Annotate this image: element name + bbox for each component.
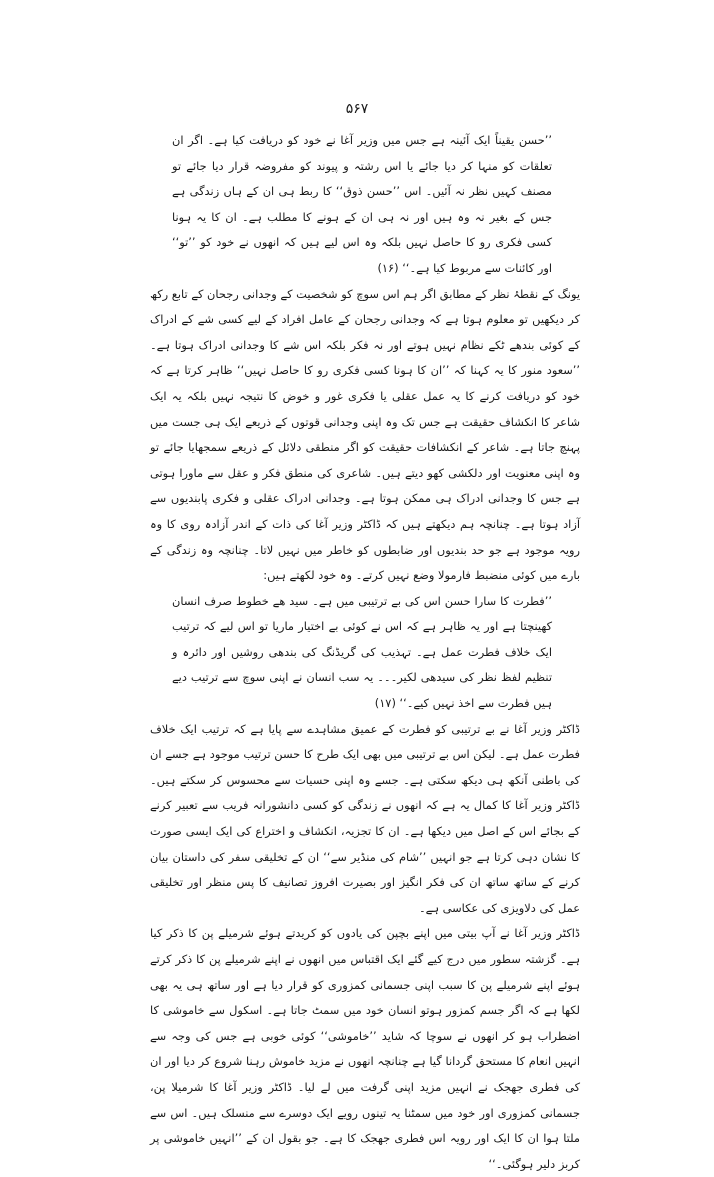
body-paragraph-3: ڈاکٹر وزیر آغا نے آپ بیتی میں اپنے بچپن کی یادوں کو کریدتے ہوئے شرمیلے پن کا ذکر کیا ہے۔ گزشتہ سطور میں درج کیے گئے ایک اقتباس میں انھوں نے اپنے شرمیلے پن کا ذکر کرتے ہوئے اپنے شرمیلے پن کا سبب اپنی جسمانی کمزوری کو قرار دیا ہے اور ساتھ ہی یہ بھی لکھا ہے کہ اگر جسم کمزور ہوتو انسان خود میں سمٹ جاتا ہے۔ اسکول سے خاموشی کا اضطراب ہو کر انھوں نے سوچا کہ شاید ’’خاموشی‘‘ کوئی خوبی ہے جس کی وجہ سے انہیں انعام کا مستحق گردانا گیا ہے چنانچہ انھوں نے مزید خاموش رہنا شروع کر دیا اور ان کی فطری جھجک نے انہیں مزید اپنی گرفت میں لے لیا۔ ڈاکٹر وزیر آغا کا شرمیلا پن، جسمانی کمزوری اور خود میں سمٹنا یہ تینوں رویے ایک دوسرے سے منسلک ہیں۔ اس سے ملتا ہوا ان کا ایک اور رویہ اس فطری جھجک کا ہے۔ جو بقول ان کے ’’انہیں خاموشی پر کربز دلیر ہوگئی۔‘‘	[150, 926, 580, 1171]
body-paragraph-1: یونگ کے نقطۂ نظر کے مطابق اگر ہم اس سوچ کو شخصیت کے وجدانی رجحان کے تابع رکھ کر دیکھیں تو معلوم ہوتا ہے کہ وجدانی رجحان کے عامل افراد کے لیے کسی شے کے ادراک کے کوئی بندھے ٹکے نظام نہیں ہوتے اور نہ فکر بلکہ اس شے کا وجدانی ادراک ہوتا ہے۔ ’’سعود منور کا یہ کہنا کہ ’’ان کا ہونا کسی فکری رو کا حاصل نہیں‘‘ ظاہر کرتا ہے کہ خود کو دریافت کرنے کا یہ عمل عقلی یا فکری غور و خوض کا نتیجہ نہیں بلکہ یہ ایک شاعر کا انکشاف حقیقت ہے جس تک وہ اپنی وجدانی قوتوں کے ذریعے ایک ہی جست میں پہنچ جاتا ہے۔ شاعر کے انکشافات حقیقت کو اگر منطقی دلائل کے ذریعے سمجھایا جائے تو وہ اپنی معنویت اور دلکشی کھو دیتے ہیں۔ شاعری کی منطق فکر و عقل سے ماورا ہوتی ہے جس کا وجدانی ادراک ہی ممکن ہوتا ہے۔ وجدانی ادراک عقلی و فکری پابندیوں سے آزاد ہوتا ہے۔ چنانچہ ہم دیکھتے ہیں کہ ڈاکٹر وزیر آغا کی ذات کے اندر آزادہ روی کا وہ رویہ موجود ہے جو حد بندیوں اور ضابطوں کو خاطر میں نہیں لاتا۔ چنانچہ وہ زندگی کے بارے میں کوئی منضبط فارمولا وضع نہیں کرتے۔ وہ خود لکھتے ہیں:	[150, 286, 580, 583]
quote-paragraph-2: ’’فطرت کا سارا حسن اس کی بے ترتیبی میں ہے۔ سید ھے خطوط صرف انسان کھینچتا ہے اور یہ ظاہر ہے کہ اس نے کوئی بے اختیار ماریا تو اس لیے کہ ترتیب ایک خلاف فطرت عمل ہے۔ تہذیب کی گریڈنگ کی بندھی روشیں اور دائرہ و تنظیم لفظ نظر کی سیدھی لکیر۔۔۔ یہ سب انسان نے اپنی سوچ سے ترتیب دیے ہیں فطرت سے اخذ نہیں کیے۔‘‘ (۱۷)	[172, 593, 552, 711]
quote-paragraph-1: ’’حسن یقیناً ایک آئینہ ہے جس میں وزیر آغا نے خود کو دریافت کیا ہے۔ اگر ان تعلقات کو منہا کر دیا جائے یا اس رشتہ و پیوند کو مفروضہ قرار دیا جائے تو مصنف کہیں نظر نہ آئیں۔ اس ’’حسن ذوق‘‘ کا ربط ہی ان کے ہاں زندگی ہے جس کے بغیر نہ وہ ہیں اور نہ ہی ان کے ہونے کا مطلب ہے۔ ان کا یہ ہونا کسی فکری رو کا حاصل نہیں بلکہ وہ اس لیے ہیں کہ انھوں نے خود کو ’’تو‘‘ اور کائنات سے مربوط کیا ہے۔‘‘ (۱۶)	[172, 133, 552, 275]
text-block	[150, 128, 580, 1177]
page-number: ۵۶۷	[345, 101, 369, 117]
body-paragraph-2: ڈاکٹر وزیر آغا نے بے ترتیبی کو فطرت کے عمیق مشاہدے سے پایا ہے کہ ترتیب ایک خلاف فطرت عمل ہے۔ لیکن اس بے ترتیبی میں بھی ایک طرح کا حسن ترتیب موجود ہے جسے ان کی باطنی آنکھ ہی دیکھ سکتی ہے۔ جسے وہ اپنی حسیات سے محسوس کر سکتے ہیں۔ ڈاکٹر وزیر آغا کا کمال یہ ہے کہ انھوں نے زندگی کو کسی دانشورانہ فریب سے تعبیر کرنے کے بجائے اس کے اصل میں دیکھا ہے۔ ان کا تجزیہ، انکشاف و اختراع کی ایک ایسی صورت کا نشان دہی کرتا ہے جو انہیں ’’شام کی منڈیر سے‘‘ ان کے تخلیقی سفر کی داستان بیان کرنے کے ساتھ ساتھ ان کی فکر انگیز اور بصیرت افروز تصانیف کا پس منظر اور تخلیقی عمل کی دلاویزی کی عکاسی ہے۔	[150, 721, 580, 915]
